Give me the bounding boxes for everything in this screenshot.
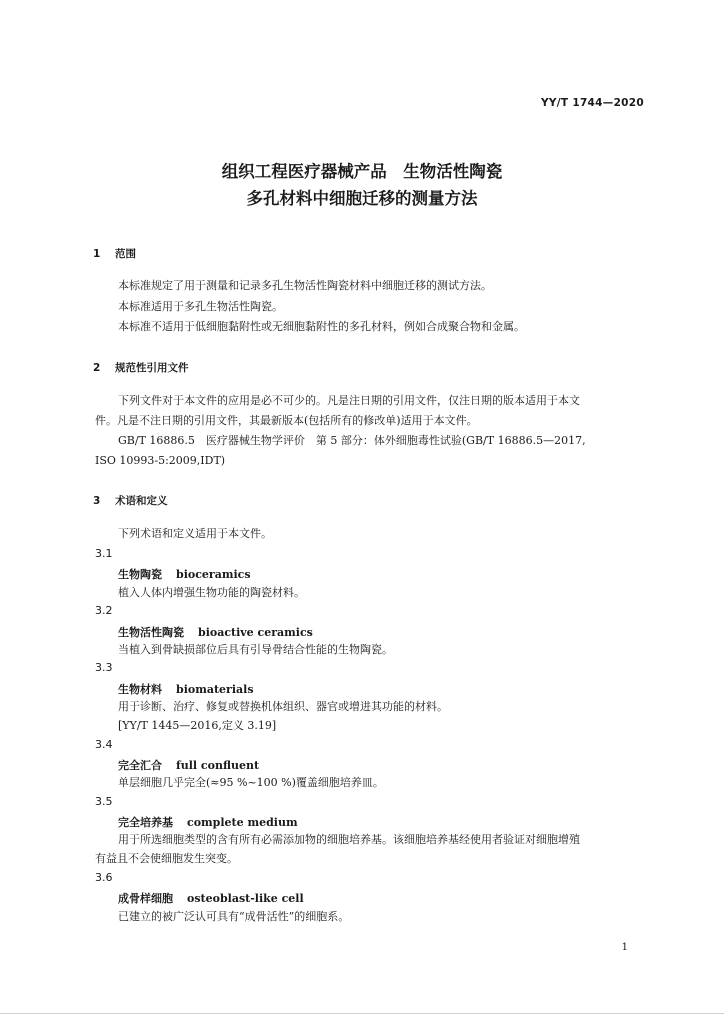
paragraph: 本标准规定了用于测量和记录多孔生物活性陶瓷材料中细胞迁移的测试方法。 <box>118 279 492 292</box>
paragraph: 本标准不适用于低细胞黏附性或无细胞黏附性的多孔材料，例如合成聚合物和金属。 <box>118 320 525 333</box>
term-number: 3.4 <box>95 738 113 751</box>
term-number: 3.5 <box>95 795 113 808</box>
page-bottom-divider <box>0 1013 724 1014</box>
term-zh: 生物陶瓷 <box>118 568 162 581</box>
term-definition-line: 用于所选细胞类型的含有所有必需添加物的细胞培养基。该细胞培养基经使用者验证对细胞增殖 <box>118 833 580 846</box>
term-definition: 当植入到骨缺损部位后具有引导骨结合性能的生物陶瓷。 <box>118 643 393 656</box>
paragraph: 本标准适用于多孔生物活性陶瓷。 <box>118 300 283 313</box>
term-zh: 生物材料 <box>118 683 162 696</box>
section-number: 1 <box>93 248 101 260</box>
term-en: complete medium <box>187 816 298 829</box>
section-number: 2 <box>93 362 101 374</box>
term-zh: 完全汇合 <box>118 759 162 772</box>
section-1-heading <box>93 246 136 261</box>
section-3-heading <box>93 493 168 508</box>
term-number: 3.3 <box>95 661 113 674</box>
paragraph-line: 件。凡是不注日期的引用文件，其最新版本(包括所有的修改单)适用于本文件。 <box>95 414 478 427</box>
term-en: osteoblast-like cell <box>187 892 304 905</box>
paragraph: 下列术语和定义适用于本文件。 <box>118 527 272 540</box>
section-number: 3 <box>93 495 101 507</box>
term-definition: 单层细胞几乎完全(≈95 %~100 %)覆盖细胞培养皿。 <box>118 776 384 789</box>
term-source: [YY/T 1445—2016,定义 3.19] <box>118 719 277 732</box>
term-heading <box>118 681 254 697</box>
term-heading <box>118 624 313 640</box>
term-en: biomaterials <box>176 683 254 696</box>
term-zh: 成骨样细胞 <box>118 892 173 905</box>
normative-reference-cont: ISO 10993-5:2009,IDT) <box>95 454 226 467</box>
term-en: bioceramics <box>176 568 251 581</box>
term-number: 3.6 <box>95 871 113 884</box>
term-heading <box>118 757 259 773</box>
term-definition: 用于诊断、治疗、修复或替换机体组织、器官或增进其功能的材料。 <box>118 700 448 713</box>
term-zh: 完全培养基 <box>118 816 173 829</box>
normative-reference: GB/T 16886.5 医疗器械生物学评价 第 5 部分：体外细胞毒性试验(GB/T 16886.5—2017, <box>118 434 586 447</box>
paragraph-line: 下列文件对于本文件的应用是必不可少的。凡是注日期的引用文件，仅注日期的版本适用于本文 <box>118 394 580 407</box>
term-number: 3.1 <box>95 547 113 560</box>
term-heading <box>118 890 304 906</box>
page-number: 1 <box>621 942 628 953</box>
term-definition-line: 有益且不会使细胞发生突变。 <box>95 852 238 865</box>
section-2-heading <box>93 360 189 375</box>
term-definition: 已建立的被广泛认可具有“成骨活性”的细胞系。 <box>118 910 350 923</box>
section-title: 术语和定义 <box>115 495 168 507</box>
term-definition: 植入人体内增强生物功能的陶瓷材料。 <box>118 586 305 599</box>
term-heading <box>118 814 298 830</box>
document-code: YY/T 1744—2020 <box>540 97 644 109</box>
title-line-2: 多孔材料中细胞迁移的测量方法 <box>246 189 478 208</box>
term-heading <box>118 566 251 582</box>
title-line-1: 组织工程医疗器械产品 生物活性陶瓷 <box>221 162 503 181</box>
section-title: 规范性引用文件 <box>115 362 189 374</box>
term-number: 3.2 <box>95 604 113 617</box>
term-en: bioactive ceramics <box>198 626 313 639</box>
term-en: full confluent <box>176 759 260 772</box>
section-title: 范围 <box>115 248 136 260</box>
term-zh: 生物活性陶瓷 <box>118 626 184 639</box>
